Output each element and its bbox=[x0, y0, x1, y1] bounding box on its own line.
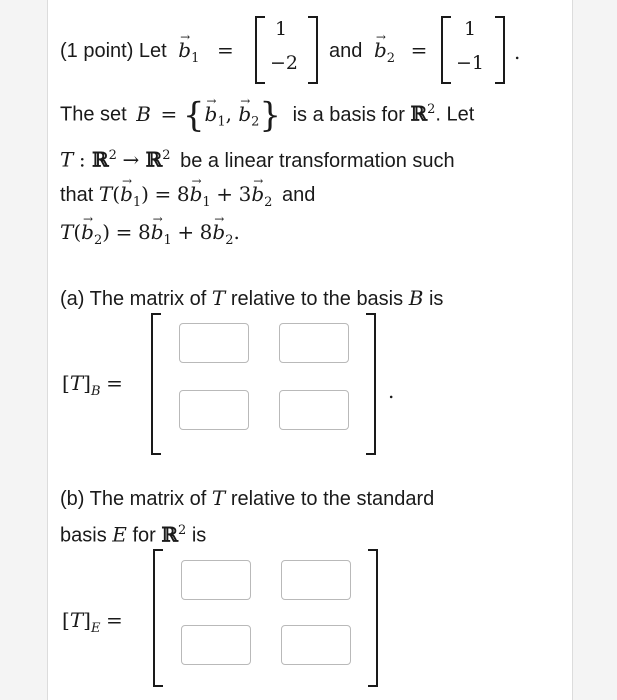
part-b-basis-word: basis bbox=[60, 524, 107, 547]
matrix-a-input-r2c2[interactable] bbox=[279, 390, 349, 430]
period: . bbox=[514, 40, 521, 64]
matrix-b-left-bracket bbox=[153, 549, 163, 687]
domain-symbol: ℝ bbox=[92, 147, 109, 172]
tb2-term2-sub: 2 bbox=[225, 233, 234, 248]
that-label: that bbox=[60, 184, 94, 206]
paren-close: ) bbox=[141, 182, 149, 206]
matrix-b-input-r2c1[interactable] bbox=[181, 625, 251, 665]
part-a-t: T bbox=[211, 286, 226, 310]
plus: + bbox=[216, 182, 234, 206]
problem-card bbox=[47, 0, 573, 700]
codomain-symbol: ℝ bbox=[145, 147, 163, 172]
set-b2: → b bbox=[238, 102, 251, 126]
b2-left-bracket bbox=[441, 16, 451, 84]
equals-sign: = bbox=[216, 38, 234, 62]
b2-entry-2: −1 bbox=[455, 52, 484, 74]
part-a-rest: relative to the basis bbox=[230, 288, 404, 310]
b2-right-bracket bbox=[495, 16, 505, 84]
arrow: → bbox=[122, 147, 146, 172]
bracket-t-a-close: ] bbox=[83, 371, 91, 395]
set-symbol: B bbox=[136, 101, 151, 126]
part-b-for: for bbox=[132, 524, 156, 547]
colon: : bbox=[78, 147, 93, 172]
tb1-term2: → b bbox=[251, 182, 264, 206]
part-a-label: (a) The matrix of bbox=[60, 288, 207, 310]
matrix-a-right-bracket bbox=[366, 313, 376, 455]
part-a-is: is bbox=[428, 288, 444, 310]
bracket-t-b-close: ] bbox=[83, 608, 91, 632]
tb2-b: → b bbox=[81, 220, 94, 244]
matrix-b-input-r2c2[interactable] bbox=[281, 625, 351, 665]
t-symbol: T bbox=[60, 147, 74, 172]
matrix-a-label bbox=[62, 371, 123, 404]
set-label: The set bbox=[60, 103, 127, 126]
part-a-prompt bbox=[60, 286, 443, 311]
tb2-equals: = bbox=[115, 220, 133, 244]
and-label: and bbox=[329, 40, 363, 62]
part-b-rest: relative to the standard bbox=[230, 488, 435, 510]
t-of-2: T bbox=[60, 220, 74, 244]
bracket-t-b: [ bbox=[62, 608, 70, 632]
tb2-term1: → b bbox=[151, 220, 164, 244]
transform-text: be a linear transformation such bbox=[180, 149, 455, 172]
is-basis-label: is a basis for bbox=[292, 103, 405, 126]
right-brace: } bbox=[259, 95, 282, 136]
matrix-a-input-r2c1[interactable] bbox=[179, 390, 249, 430]
plus-2: + bbox=[177, 220, 195, 244]
matrix-a-sub: B bbox=[90, 384, 101, 399]
b2-entry-1: 1 bbox=[463, 18, 477, 40]
tb2-sub: 2 bbox=[93, 233, 103, 248]
coef-2a: 8 bbox=[137, 220, 151, 244]
matrix-b-label bbox=[62, 608, 123, 641]
matrix-a-input-r1c2[interactable] bbox=[279, 323, 349, 363]
b1-left-bracket bbox=[255, 16, 265, 84]
tb1-term1: → b bbox=[190, 182, 203, 206]
t-b1-line bbox=[60, 182, 315, 215]
paren-open-2: ( bbox=[73, 220, 82, 244]
tb2-term2: → b bbox=[212, 220, 225, 244]
matrix-b-input-r1c2[interactable] bbox=[281, 560, 351, 600]
b1-right-bracket bbox=[308, 16, 318, 84]
bracket-t-a: [ bbox=[62, 371, 70, 395]
set-equals: = bbox=[160, 101, 178, 126]
tb1-b: → b bbox=[120, 182, 133, 206]
set-b1-sub: 1 bbox=[217, 114, 226, 130]
let-label: . Let bbox=[435, 103, 475, 126]
problem-intro-line bbox=[60, 38, 234, 71]
matrix-b-equals: = bbox=[106, 608, 123, 632]
matrix-b-t: T bbox=[69, 608, 84, 632]
part-a-basis: B bbox=[408, 286, 424, 310]
tb2-term1-sub: 1 bbox=[163, 233, 172, 248]
t-b2-line bbox=[60, 220, 240, 253]
tb1-term1-sub: 1 bbox=[202, 195, 211, 210]
left-brace: { bbox=[182, 95, 205, 136]
matrix-a-input-r1c1[interactable] bbox=[179, 323, 249, 363]
t-of: T bbox=[98, 182, 113, 206]
part-b-power: 2 bbox=[177, 523, 187, 538]
matrix-a-left-bracket bbox=[151, 313, 161, 455]
set-line bbox=[60, 95, 475, 136]
b1-entry-2: −2 bbox=[269, 52, 298, 74]
part-b-prompt-line1 bbox=[60, 486, 434, 511]
tb2-period: . bbox=[233, 220, 240, 244]
b1-subscript: 1 bbox=[191, 51, 200, 66]
b1-entry-1: 1 bbox=[274, 18, 288, 40]
b1-symbol: → b bbox=[178, 38, 191, 62]
matrix-a-t: T bbox=[69, 371, 84, 395]
paren-open: ( bbox=[112, 182, 121, 206]
part-b-prompt-line2 bbox=[60, 519, 206, 548]
intro-label: (1 point) Let bbox=[60, 40, 167, 62]
matrix-b-input-r1c1[interactable] bbox=[181, 560, 251, 600]
part-b-real: ℝ bbox=[161, 522, 178, 547]
part-b-basis: E bbox=[112, 522, 127, 547]
matrix-b-sub: E bbox=[90, 621, 101, 636]
b2-subscript: 2 bbox=[386, 51, 396, 66]
tb1-sub: 1 bbox=[132, 195, 142, 210]
and-text bbox=[329, 38, 427, 71]
domain-power: 2 bbox=[108, 148, 117, 163]
real-power: 2 bbox=[427, 102, 436, 117]
paren-close-2: ) bbox=[102, 220, 111, 244]
set-b2-sub: 2 bbox=[251, 114, 260, 130]
coef-1b: 3 bbox=[238, 182, 252, 206]
set-b1: → b bbox=[205, 102, 218, 126]
tb1-term2-sub: 2 bbox=[264, 195, 273, 210]
coef-1a: 8 bbox=[176, 182, 190, 206]
real-symbol: ℝ bbox=[410, 101, 428, 126]
part-b-t: T bbox=[211, 486, 226, 510]
part-b-label: (b) The matrix of bbox=[60, 488, 207, 510]
comma: , bbox=[225, 101, 239, 126]
matrix-a-equals: = bbox=[106, 371, 123, 395]
coef-2b: 8 bbox=[199, 220, 213, 244]
matrix-b-right-bracket bbox=[368, 549, 378, 687]
b2-symbol: → b bbox=[374, 38, 387, 62]
tb1-equals: = bbox=[154, 182, 172, 206]
equals-sign-2: = bbox=[410, 38, 428, 62]
codomain-power: 2 bbox=[162, 148, 171, 163]
matrix-a-period: . bbox=[388, 379, 395, 403]
and2-label: and bbox=[281, 184, 316, 206]
part-b-is: is bbox=[191, 524, 207, 547]
